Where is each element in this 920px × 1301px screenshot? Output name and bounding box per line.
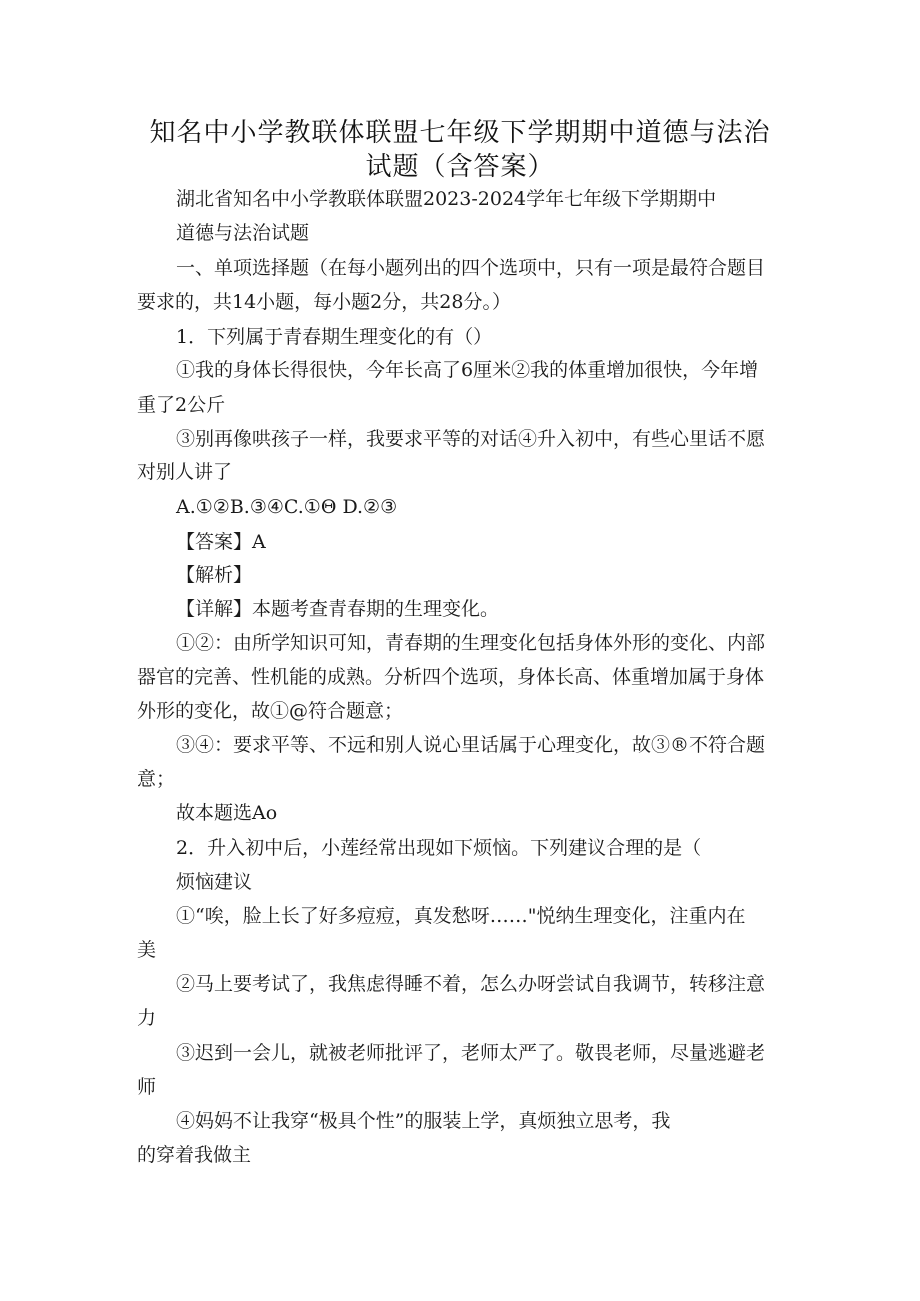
question-2-row: 师 bbox=[137, 1076, 157, 1098]
question-1-analysis-label: 【解析】 bbox=[176, 564, 253, 586]
section-heading-cont: 要求的，共14小题，每小题2分，共28分。） bbox=[137, 291, 511, 313]
document-title-line2: 试题（含答案） bbox=[365, 152, 555, 182]
question-1-explanation: ③④：要求平等、不远和别人说心里话属于心理变化，故③®不符合题 bbox=[176, 734, 766, 756]
question-2-row: ①“唉，脸上长了好多痘痘，真发愁呀……"悦纳生理变化，注重内在 bbox=[176, 905, 746, 927]
question-1-option-line: 对别人讲了 bbox=[137, 461, 233, 483]
question-2-stem: 2．升入初中后，小莲经常出现如下烦恼。下列建议合理的是（ bbox=[176, 837, 702, 859]
section-heading: 一、单项选择题（在每小题列出的四个选项中，只有一项是最符合题目 bbox=[176, 257, 766, 279]
question-2-table-header: 烦恼建议 bbox=[176, 871, 253, 893]
question-1-option-line: ①我的身体长得很快，今年长高了6厘米②我的体重增加很快，今年增 bbox=[176, 359, 759, 381]
question-1-explanation: 意； bbox=[137, 768, 176, 790]
question-1-explanation: 器官的完善、性机能的成熟。分析四个选项，身体长高、体重增加属于身体 bbox=[137, 666, 765, 688]
question-1-option-line: 重了2公斤 bbox=[137, 394, 226, 416]
subtitle-line2: 道德与法治试题 bbox=[176, 222, 310, 244]
question-2-row: 的穿着我做主 bbox=[137, 1144, 252, 1166]
question-1-explanation: ①②：由所学知识可知，青春期的生理变化包括身体外形的变化、内部 bbox=[176, 632, 766, 654]
question-2-row: 美 bbox=[137, 939, 157, 961]
question-2-row: 力 bbox=[137, 1007, 157, 1029]
question-1-choices: A.①②B.③④C.①Θ D.②③ bbox=[176, 496, 398, 518]
question-1-option-line: ③别再像哄孩子一样，我要求平等的对话④升入初中，有些心里话不愿 bbox=[176, 428, 766, 450]
question-2-row: ②马上要考试了，我焦虑得睡不着，怎么办呀尝试自我调节，转移注意 bbox=[176, 973, 766, 995]
question-1-detail: 【详解】本题考查青春期的生理变化。 bbox=[176, 598, 500, 620]
question-2-row: ③迟到一会儿，就被老师批评了，老师太严了。敬畏老师，尽量逃避老 bbox=[176, 1042, 766, 1064]
question-1-answer: 【答案】A bbox=[176, 531, 266, 553]
question-1-explanation: 外形的变化，故①@符合题意； bbox=[137, 700, 404, 722]
question-1-conclusion: 故本题选Ao bbox=[176, 802, 278, 824]
question-1-stem: 1．下列属于青春期生理变化的有（） bbox=[176, 326, 493, 348]
question-2-row: ④妈妈不让我穿“极具个性”的服装上学，真烦独立思考，我 bbox=[176, 1110, 671, 1132]
subtitle-line1: 湖北省知名中小学教联体联盟2023-2024学年七年级下学期期中 bbox=[176, 188, 717, 210]
document-title-line1: 知名中小学教联体联盟七年级下学期期中道德与法治 bbox=[149, 118, 771, 148]
